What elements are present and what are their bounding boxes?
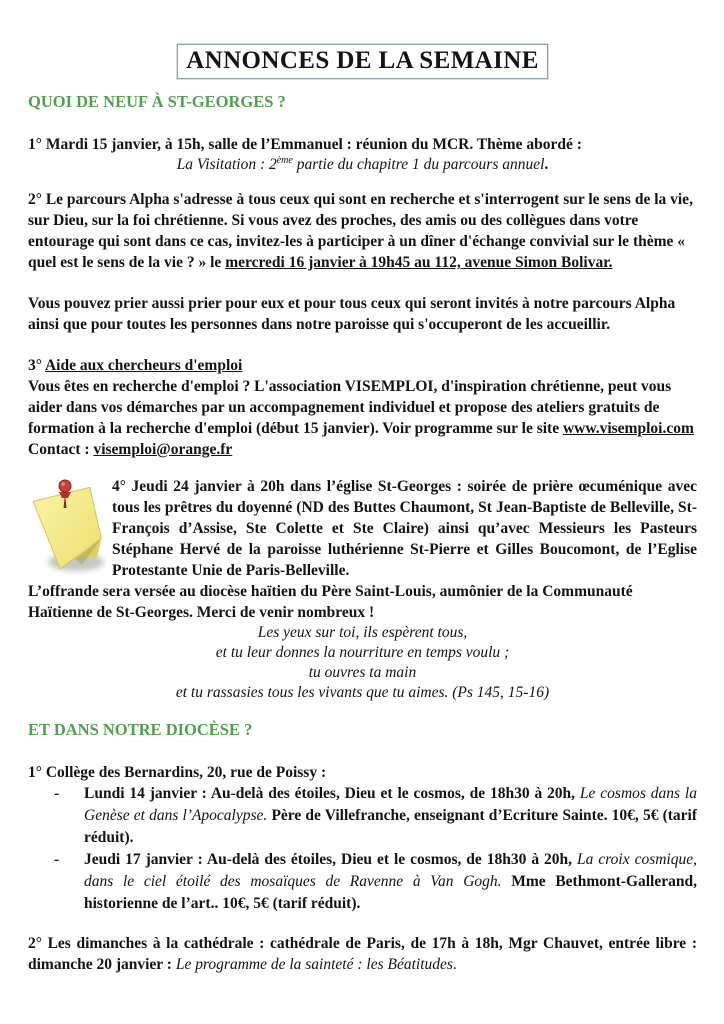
heading-diocese: ET DANS NOTRE DIOCÈSE ?: [28, 720, 253, 739]
sticky-note-svg: [28, 476, 106, 578]
visemploi-email-link[interactable]: visemploi@orange.fr: [93, 441, 233, 458]
sticky-note-icon: [28, 476, 106, 578]
bullet-text: Lundi 14 janvier : Au-delà des étoiles, Dieu et le cosmos, de 18h30 à 20h, Le cosmos dans la Genèse et dans l’Apocalypse. Père de Villefranche, enseignant d’Ecriture Sainte. 10€, 5€ (tarif réduit).: [84, 785, 697, 846]
alpha-date-underlined: mercredi 16 janvier à 19h45 au 112, avenue Simon Bolivar.: [225, 254, 613, 271]
item1-line1: 1° Mardi 15 janvier, à 15h, salle de l’Emmanuel : réunion du MCR. Thème abordé :: [28, 136, 582, 153]
cathedrale-paragraph: 2° Les dimanches à la cathédrale : cathédrale de Paris, de 17h à 18h, Mgr Chauvet, entrée libre : dimanche 20 janvier : Le programme de la sainteté : les Béatitudes.: [28, 935, 697, 973]
item3-emploi: 3° Aide aux chercheurs d'emploi Vous êtes en recherche d'emploi ? L'association VISEMPLOI, d'inspiration chrétienne, peut vous aider dans vos démarches par un accompagnement individuel et propose des ateliers gratuits de formation à la recherche d'emploi (début 15 janvier). Voir programme sur le site www.visemploi.com Contact : visemploi@orange.fr: [28, 357, 694, 458]
psalm-line: et tu leur donnes la nourriture en temps voulu ;: [215, 644, 510, 661]
item2-alpha: 2° Le parcours Alpha s'adresse à tous ceux qui sont en recherche et s'interrogent sur le sens de la vie, sur Dieu, sur la foi chrétienne. Si vous avez des proches, des amis ou des collègues dans votre entourage qui sont dans ce cas, invitez-les à participer à un dîner d'échange convivial sur le thème « quel est le sens de la vie ? » le mercredi 16 janvier à 19h45 au 112, avenue Simon Bolivar.: [28, 191, 693, 271]
bullet-dash: -: [54, 851, 60, 868]
bernardins-bullet-jeudi: [28, 849, 697, 915]
visemploi-site-link[interactable]: www.visemploi.com: [562, 420, 694, 437]
heading-quoi-de-neuf: QUOI DE NEUF À ST-GEORGES ?: [28, 92, 286, 111]
bullet-dash: -: [54, 785, 60, 802]
bernardins-heading: 1° Collège des Bernardins, 20, rue de Poissy :: [28, 764, 327, 781]
psalm-line: et tu rassasies tous les vivants que tu aimes. (Ps 145, 15-16): [175, 684, 550, 701]
page-title: ANNONCES DE LA SEMAINE: [177, 44, 548, 79]
item4-offrande-text: L’offrande sera versée au diocèse haïtien du Père Saint-Louis, aumônier de la Communauté Haïtienne de St-Georges. Merci de venir nombreux !: [28, 583, 633, 621]
item1-mcr: [28, 134, 697, 155]
item4-wrapped-text: 4° Jeudi 24 janvier à 20h dans l’église St-Georges : soirée de prière œcuménique avec tous les prêtres du doyenné (ND des Buttes Chaumont, St Jean-Baptiste de Belleville, St-François d’Assise, Ste Colette et Ste Claire) ainsi qu’avec Messieurs les Pasteurs Stéphane Hervé de la paroisse luthérienne St-Pierre et Gilles Boucomont, de l’Eglise Protestante Unie de Paris-Belleville.: [112, 478, 697, 579]
item1-theme: La Visitation : 2ème partie du chapitre 1 du parcours annuel.: [176, 154, 549, 173]
prayer-paragraph: Vous pouvez prier aussi prier pour eux et pour tous ceux qui seront invités à notre parcours Alpha ainsi que pour toutes les personnes dans notre paroisse qui s'occuperont de les accueillir.: [28, 295, 676, 333]
psalm-line: Les yeux sur toi, ils espèrent tous,: [257, 624, 468, 641]
psalm-quote: [28, 623, 697, 703]
item3-title: Aide aux chercheurs d'emploi: [44, 357, 243, 374]
bullet-text: Jeudi 17 janvier : Au-delà des étoiles, Dieu et le cosmos, de 18h30 à 20h, La croix cosmique, dans le ciel étoilé des mosaïques de Ravenne à Van Gogh. Mme Bethmont-Gallerand, historienne de l’art.. 10€, 5€ (tarif réduit).: [84, 851, 697, 912]
psalm-line: tu ouvres ta main: [308, 664, 417, 681]
item4-block: [28, 476, 697, 623]
bernardins-bullet-lundi: [28, 783, 697, 849]
title-row: [28, 44, 697, 79]
